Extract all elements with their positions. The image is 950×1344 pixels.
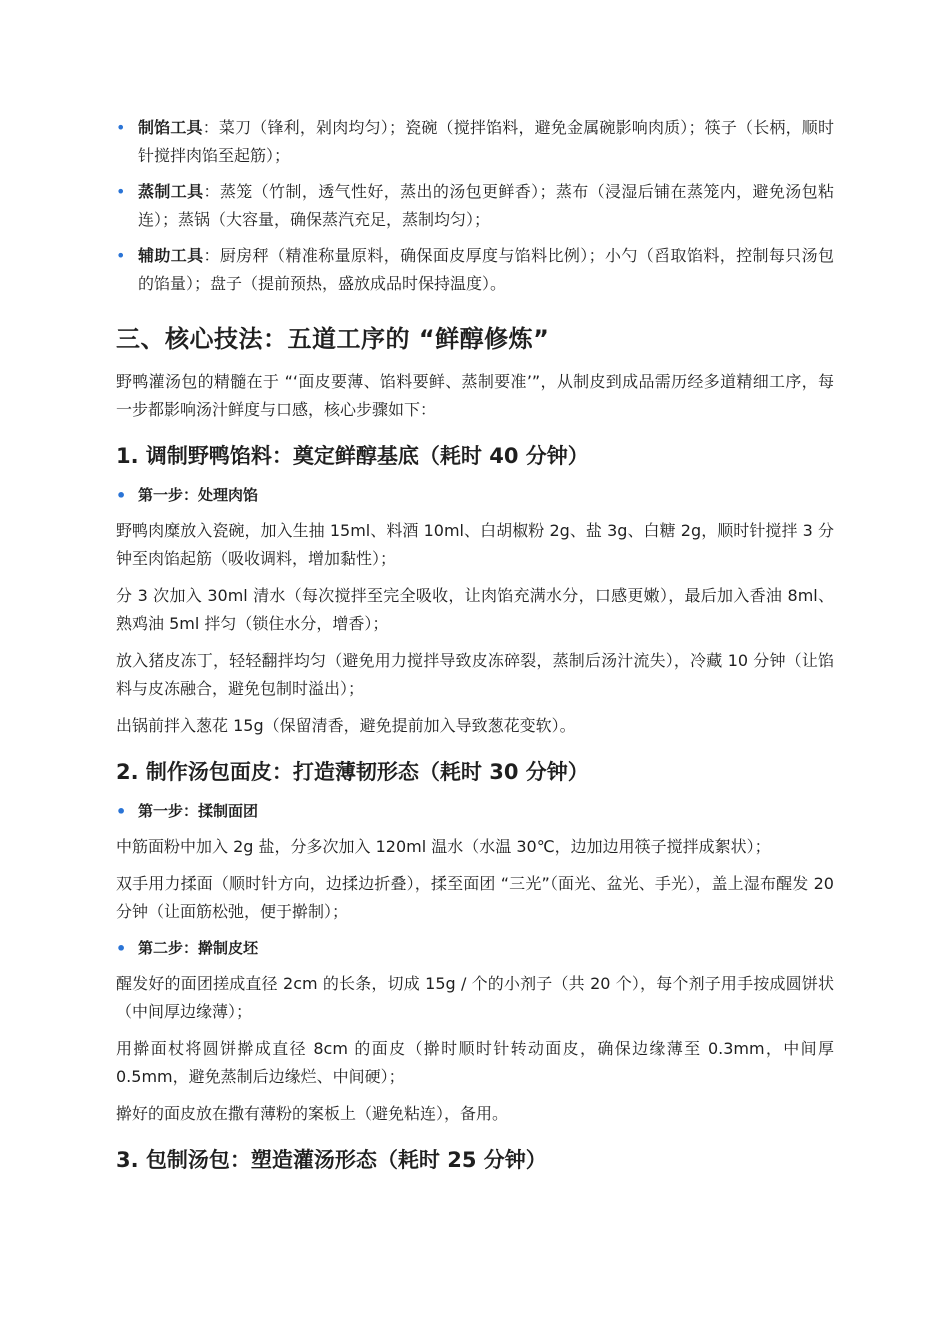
bullet-icon: • <box>116 486 127 505</box>
subheading-wrapper: 2. 制作汤包面皮：打造薄韧形态（耗时 30 分钟） <box>116 760 589 784</box>
list-item-term: 蒸制工具 <box>138 182 204 201</box>
section-intro-paragraph: 野鸭灌汤包的精髓在于 “‘面皮要薄、馅料要鲜、蒸制要准’”，从制皮到成品需历经多道精细工序，每一步都影响汤汁鲜度与口感，核心步骤如下： <box>116 372 834 419</box>
list-item-desc: ：蒸笼（竹制，透气性好，蒸出的汤包更鲜香）；蒸布（浸湿后铺在蒸笼内，避免汤包粘连）；蒸锅（大容量，确保蒸汽充足，蒸制均匀）； <box>138 182 834 229</box>
step-label-text: 第一步：揉制面团 <box>138 802 259 820</box>
paragraph: 放入猪皮冻丁，轻轻翻拌均匀（避免用力搅拌导致皮冻碎裂，蒸制后汤汁流失），冷藏 10 分钟（让馅料与皮冻融合，避免包制时溢出）； <box>116 651 834 698</box>
list-item-tools-steaming <box>116 178 834 234</box>
paragraph: 用擀面杖将圆饼擀成直径 8cm 的面皮（擀时顺时针转动面皮，确保边缘薄至 0.3mm，中间厚 0.5mm，避免蒸制后边缘烂、中间硬）； <box>116 1039 834 1086</box>
step-label-text: 第一步：处理肉馅 <box>138 486 259 504</box>
step-label-process-meat <box>116 482 834 508</box>
bullet-icon: • <box>116 182 126 201</box>
list-item-desc: ：厨房秤（精准称量原料，确保面皮厚度与馅料比例）；小勺（舀取馅料，控制每只汤包的馅量）；盘子（提前预热，盛放成品时保持温度）。 <box>138 246 834 293</box>
paragraph: 中筋面粉中加入 2g 盐，分多次加入 120ml 温水（水温 30℃，边加边用筷子搅拌成絮状）； <box>116 837 771 856</box>
paragraph: 醒发好的面团搓成直径 2cm 的长条，切成 15g / 个的小剂子（共 20 个），每个剂子用手按成圆饼状（中间厚边缘薄）； <box>116 974 834 1021</box>
paragraph: 野鸭肉糜放入瓷碗，加入生抽 15ml、料酒 10ml、白胡椒粉 2g、盐 3g、白糖 2g，顺时针搅拌 3 分钟至肉馅起筋（吸收调料，增加黏性）； <box>116 521 834 568</box>
paragraph: 双手用力揉面（顺时针方向，边揉边折叠），揉至面团 “三光”（面光、盆光、手光），盖上湿布醒发 20 分钟（让面筋松弛，便于擀制）； <box>116 874 834 921</box>
paragraph: 分 3 次加入 30ml 清水（每次搅拌至完全吸收，让肉馅充满水分，口感更嫩），最后加入香油 8ml、熟鸡油 5ml 拌匀（锁住水分，增香）； <box>116 586 834 633</box>
list-item-tools-auxiliary <box>116 242 834 298</box>
bullet-icon: • <box>116 802 127 821</box>
section-heading-core-techniques: 三、核心技法：五道工序的 “鲜醇修炼” <box>116 325 550 353</box>
bullet-icon: • <box>116 246 126 265</box>
paragraph: 出锅前拌入葱花 15g（保留清香，避免提前加入导致葱花变软）。 <box>116 716 576 735</box>
subheading-wrapping: 3. 包制汤包：塑造灌汤形态（耗时 25 分钟） <box>116 1148 547 1172</box>
step-label-text: 第二步：擀制皮坯 <box>138 939 259 957</box>
step-label-roll-wrappers <box>116 935 834 961</box>
tool-list <box>116 114 834 298</box>
list-item-desc: ：菜刀（锋利，剁肉均匀）；瓷碗（搅拌馅料，避免金属碗影响肉质）；筷子（长柄，顺时针搅拌肉馅至起筋）； <box>138 118 834 165</box>
paragraph: 擀好的面皮放在撒有薄粉的案板上（避免粘连），备用。 <box>116 1104 509 1123</box>
list-item-term: 辅助工具 <box>138 246 204 265</box>
list-item-term: 制馅工具 <box>138 118 203 137</box>
step-label-knead-dough <box>116 798 834 824</box>
subheading-filling: 1. 调制野鸭馅料：奠定鲜醇基底（耗时 40 分钟） <box>116 444 589 468</box>
list-item-tools-filling <box>116 114 834 170</box>
bullet-icon: • <box>116 118 126 137</box>
bullet-icon: • <box>116 939 127 958</box>
